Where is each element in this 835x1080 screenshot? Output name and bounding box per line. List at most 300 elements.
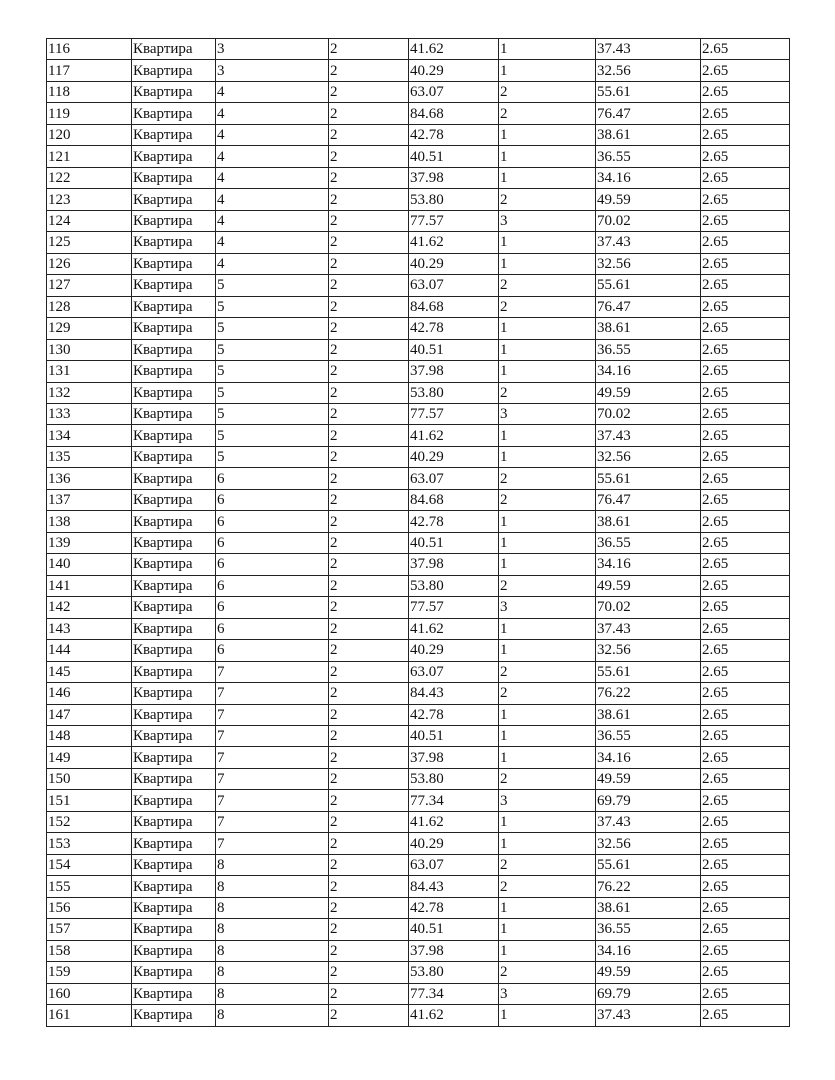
total-area-cell: 84.43 [409,683,499,704]
floor-cell: 4 [216,81,329,102]
ceiling-height-cell: 2.65 [701,790,790,811]
rooms-cell: 1 [499,833,596,854]
floor-cell: 7 [216,811,329,832]
floor-cell: 7 [216,747,329,768]
apt-number-cell: 161 [47,1005,132,1026]
living-area-cell: 76.22 [596,876,701,897]
total-area-cell: 77.57 [409,597,499,618]
total-area-cell: 42.78 [409,318,499,339]
ceiling-height-cell: 2.65 [701,275,790,296]
rooms-cell: 2 [499,854,596,875]
section-cell: 2 [329,253,409,274]
floor-cell: 4 [216,189,329,210]
premise-type-cell: Квартира [132,189,216,210]
ceiling-height-cell: 2.65 [701,704,790,725]
section-cell: 2 [329,146,409,167]
rooms-cell: 1 [499,146,596,167]
section-cell: 2 [329,275,409,296]
section-cell: 2 [329,597,409,618]
section-cell: 2 [329,361,409,382]
floor-cell: 8 [216,940,329,961]
rooms-cell: 2 [499,275,596,296]
total-area-cell: 40.29 [409,60,499,81]
living-area-cell: 70.02 [596,597,701,618]
total-area-cell: 77.57 [409,210,499,231]
premise-type-cell: Квартира [132,318,216,339]
living-area-cell: 70.02 [596,210,701,231]
ceiling-height-cell: 2.65 [701,597,790,618]
table-row [47,146,790,167]
living-area-cell: 76.47 [596,296,701,317]
rooms-cell: 2 [499,768,596,789]
living-area-cell: 38.61 [596,704,701,725]
section-cell: 2 [329,210,409,231]
table-row [47,661,790,682]
apt-number-cell: 153 [47,833,132,854]
apt-number-cell: 139 [47,532,132,553]
total-area-cell: 53.80 [409,768,499,789]
table-row [47,403,790,424]
ceiling-height-cell: 2.65 [701,640,790,661]
apartments-table [46,38,790,1027]
table-row [47,318,790,339]
living-area-cell: 32.56 [596,60,701,81]
ceiling-height-cell: 2.65 [701,532,790,553]
section-cell: 2 [329,339,409,360]
floor-cell: 5 [216,318,329,339]
ceiling-height-cell: 2.65 [701,726,790,747]
apt-number-cell: 126 [47,253,132,274]
rooms-cell: 1 [499,726,596,747]
section-cell: 2 [329,575,409,596]
table-row [47,683,790,704]
floor-cell: 5 [216,403,329,424]
premise-type-cell: Квартира [132,897,216,918]
table-row [47,876,790,897]
rooms-cell: 2 [499,81,596,102]
apt-number-cell: 121 [47,146,132,167]
ceiling-height-cell: 2.65 [701,876,790,897]
section-cell: 2 [329,940,409,961]
rooms-cell: 3 [499,983,596,1004]
rooms-cell: 2 [499,296,596,317]
apt-number-cell: 132 [47,382,132,403]
rooms-cell: 1 [499,940,596,961]
table-row [47,232,790,253]
apt-number-cell: 158 [47,940,132,961]
ceiling-height-cell: 2.65 [701,833,790,854]
rooms-cell: 1 [499,1005,596,1026]
living-area-cell: 38.61 [596,318,701,339]
table-row [47,382,790,403]
ceiling-height-cell: 2.65 [701,575,790,596]
total-area-cell: 63.07 [409,468,499,489]
rooms-cell: 2 [499,661,596,682]
apt-number-cell: 154 [47,854,132,875]
rooms-cell: 1 [499,361,596,382]
floor-cell: 8 [216,897,329,918]
apt-number-cell: 128 [47,296,132,317]
section-cell: 2 [329,833,409,854]
ceiling-height-cell: 2.65 [701,554,790,575]
premise-type-cell: Квартира [132,554,216,575]
apt-number-cell: 149 [47,747,132,768]
premise-type-cell: Квартира [132,253,216,274]
premise-type-cell: Квартира [132,532,216,553]
total-area-cell: 41.62 [409,425,499,446]
premise-type-cell: Квартира [132,811,216,832]
table-row [47,897,790,918]
section-cell: 2 [329,704,409,725]
ceiling-height-cell: 2.65 [701,683,790,704]
floor-cell: 7 [216,661,329,682]
ceiling-height-cell: 2.65 [701,167,790,188]
section-cell: 2 [329,811,409,832]
premise-type-cell: Квартира [132,876,216,897]
total-area-cell: 63.07 [409,81,499,102]
total-area-cell: 40.51 [409,919,499,940]
apt-number-cell: 133 [47,403,132,424]
table-row [47,446,790,467]
rooms-cell: 1 [499,232,596,253]
table-row [47,726,790,747]
premise-type-cell: Квартира [132,275,216,296]
living-area-cell: 32.56 [596,833,701,854]
living-area-cell: 37.43 [596,232,701,253]
total-area-cell: 37.98 [409,167,499,188]
rooms-cell: 3 [499,210,596,231]
apt-number-cell: 119 [47,103,132,124]
ceiling-height-cell: 2.65 [701,232,790,253]
rooms-cell: 1 [499,704,596,725]
section-cell: 2 [329,876,409,897]
total-area-cell: 40.51 [409,726,499,747]
section-cell: 2 [329,854,409,875]
living-area-cell: 34.16 [596,361,701,382]
table-row [47,768,790,789]
floor-cell: 6 [216,597,329,618]
ceiling-height-cell: 2.65 [701,103,790,124]
floor-cell: 7 [216,683,329,704]
premise-type-cell: Квартира [132,575,216,596]
section-cell: 2 [329,640,409,661]
apt-number-cell: 134 [47,425,132,446]
total-area-cell: 40.29 [409,640,499,661]
table-row [47,296,790,317]
rooms-cell: 1 [499,919,596,940]
section-cell: 2 [329,60,409,81]
table-body [47,39,790,1027]
rooms-cell: 1 [499,811,596,832]
ceiling-height-cell: 2.65 [701,146,790,167]
section-cell: 2 [329,726,409,747]
section-cell: 2 [329,897,409,918]
living-area-cell: 34.16 [596,554,701,575]
floor-cell: 6 [216,640,329,661]
ceiling-height-cell: 2.65 [701,446,790,467]
rooms-cell: 1 [499,446,596,467]
section-cell: 2 [329,232,409,253]
living-area-cell: 49.59 [596,189,701,210]
ceiling-height-cell: 2.65 [701,81,790,102]
rooms-cell: 1 [499,747,596,768]
premise-type-cell: Квартира [132,382,216,403]
premise-type-cell: Квартира [132,81,216,102]
floor-cell: 4 [216,103,329,124]
floor-cell: 3 [216,60,329,81]
apt-number-cell: 141 [47,575,132,596]
table-row [47,1005,790,1026]
ceiling-height-cell: 2.65 [701,897,790,918]
rooms-cell: 2 [499,683,596,704]
ceiling-height-cell: 2.65 [701,425,790,446]
total-area-cell: 63.07 [409,275,499,296]
premise-type-cell: Квартира [132,446,216,467]
total-area-cell: 63.07 [409,661,499,682]
table-row [47,511,790,532]
table-row [47,811,790,832]
living-area-cell: 55.61 [596,81,701,102]
floor-cell: 8 [216,919,329,940]
living-area-cell: 76.22 [596,683,701,704]
section-cell: 2 [329,446,409,467]
rooms-cell: 1 [499,253,596,274]
apt-number-cell: 140 [47,554,132,575]
living-area-cell: 55.61 [596,468,701,489]
floor-cell: 5 [216,339,329,360]
table-row [47,275,790,296]
premise-type-cell: Квартира [132,704,216,725]
table-row [47,103,790,124]
ceiling-height-cell: 2.65 [701,361,790,382]
rooms-cell: 1 [499,318,596,339]
table-row [47,962,790,983]
premise-type-cell: Квартира [132,597,216,618]
section-cell: 2 [329,983,409,1004]
table-row [47,597,790,618]
living-area-cell: 36.55 [596,532,701,553]
section-cell: 2 [329,167,409,188]
premise-type-cell: Квартира [132,640,216,661]
premise-type-cell: Квартира [132,425,216,446]
premise-type-cell: Квартира [132,60,216,81]
section-cell: 2 [329,532,409,553]
rooms-cell: 2 [499,876,596,897]
living-area-cell: 34.16 [596,167,701,188]
premise-type-cell: Квартира [132,790,216,811]
apt-number-cell: 142 [47,597,132,618]
section-cell: 2 [329,554,409,575]
section-cell: 2 [329,768,409,789]
ceiling-height-cell: 2.65 [701,189,790,210]
rooms-cell: 2 [499,103,596,124]
ceiling-height-cell: 2.65 [701,768,790,789]
ceiling-height-cell: 2.65 [701,468,790,489]
section-cell: 2 [329,962,409,983]
ceiling-height-cell: 2.65 [701,919,790,940]
ceiling-height-cell: 2.65 [701,382,790,403]
premise-type-cell: Квартира [132,726,216,747]
section-cell: 2 [329,468,409,489]
apt-number-cell: 152 [47,811,132,832]
apt-number-cell: 145 [47,661,132,682]
rooms-cell: 1 [499,511,596,532]
living-area-cell: 38.61 [596,511,701,532]
section-cell: 2 [329,296,409,317]
total-area-cell: 40.51 [409,532,499,553]
table-row [47,81,790,102]
floor-cell: 4 [216,146,329,167]
total-area-cell: 41.62 [409,232,499,253]
floor-cell: 4 [216,124,329,145]
floor-cell: 5 [216,275,329,296]
table-row [47,189,790,210]
ceiling-height-cell: 2.65 [701,39,790,60]
total-area-cell: 84.68 [409,296,499,317]
living-area-cell: 34.16 [596,940,701,961]
total-area-cell: 40.51 [409,146,499,167]
apt-number-cell: 155 [47,876,132,897]
apt-number-cell: 129 [47,318,132,339]
table-row [47,983,790,1004]
apt-number-cell: 160 [47,983,132,1004]
floor-cell: 5 [216,425,329,446]
premise-type-cell: Квартира [132,661,216,682]
living-area-cell: 36.55 [596,919,701,940]
section-cell: 2 [329,39,409,60]
ceiling-height-cell: 2.65 [701,747,790,768]
living-area-cell: 55.61 [596,661,701,682]
table-row [47,489,790,510]
table-row [47,554,790,575]
premise-type-cell: Квартира [132,833,216,854]
rooms-cell: 3 [499,597,596,618]
table-row [47,361,790,382]
apt-number-cell: 157 [47,919,132,940]
living-area-cell: 32.56 [596,640,701,661]
apt-number-cell: 130 [47,339,132,360]
floor-cell: 4 [216,210,329,231]
living-area-cell: 49.59 [596,962,701,983]
section-cell: 2 [329,403,409,424]
rooms-cell: 2 [499,489,596,510]
floor-cell: 3 [216,39,329,60]
apt-number-cell: 116 [47,39,132,60]
table-row [47,640,790,661]
premise-type-cell: Квартира [132,683,216,704]
total-area-cell: 84.68 [409,489,499,510]
total-area-cell: 84.43 [409,876,499,897]
rooms-cell: 2 [499,382,596,403]
living-area-cell: 37.43 [596,811,701,832]
section-cell: 2 [329,683,409,704]
ceiling-height-cell: 2.65 [701,318,790,339]
table-row [47,919,790,940]
total-area-cell: 42.78 [409,897,499,918]
rooms-cell: 3 [499,403,596,424]
living-area-cell: 37.43 [596,618,701,639]
apt-number-cell: 117 [47,60,132,81]
living-area-cell: 49.59 [596,575,701,596]
premise-type-cell: Квартира [132,103,216,124]
section-cell: 2 [329,618,409,639]
living-area-cell: 76.47 [596,103,701,124]
section-cell: 2 [329,382,409,403]
premise-type-cell: Квартира [132,747,216,768]
floor-cell: 7 [216,726,329,747]
floor-cell: 4 [216,253,329,274]
total-area-cell: 40.29 [409,446,499,467]
floor-cell: 5 [216,361,329,382]
apt-number-cell: 135 [47,446,132,467]
floor-cell: 8 [216,1005,329,1026]
apt-number-cell: 148 [47,726,132,747]
living-area-cell: 38.61 [596,124,701,145]
premise-type-cell: Квартира [132,339,216,360]
living-area-cell: 37.43 [596,425,701,446]
ceiling-height-cell: 2.65 [701,210,790,231]
table-row [47,747,790,768]
table-row [47,210,790,231]
section-cell: 2 [329,81,409,102]
apt-number-cell: 120 [47,124,132,145]
premise-type-cell: Квартира [132,618,216,639]
rooms-cell: 1 [499,640,596,661]
floor-cell: 8 [216,983,329,1004]
table-row [47,60,790,81]
table-row [47,618,790,639]
section-cell: 2 [329,919,409,940]
floor-cell: 6 [216,511,329,532]
total-area-cell: 37.98 [409,747,499,768]
table-row [47,339,790,360]
floor-cell: 7 [216,833,329,854]
apt-number-cell: 127 [47,275,132,296]
floor-cell: 6 [216,554,329,575]
living-area-cell: 37.43 [596,1005,701,1026]
floor-cell: 6 [216,468,329,489]
living-area-cell: 55.61 [596,854,701,875]
premise-type-cell: Квартира [132,511,216,532]
total-area-cell: 42.78 [409,704,499,725]
ceiling-height-cell: 2.65 [701,511,790,532]
ceiling-height-cell: 2.65 [701,339,790,360]
premise-type-cell: Квартира [132,854,216,875]
premise-type-cell: Квартира [132,919,216,940]
premise-type-cell: Квартира [132,962,216,983]
floor-cell: 5 [216,446,329,467]
total-area-cell: 41.62 [409,1005,499,1026]
section-cell: 2 [329,747,409,768]
floor-cell: 6 [216,532,329,553]
apt-number-cell: 151 [47,790,132,811]
premise-type-cell: Квартира [132,167,216,188]
table-row [47,532,790,553]
living-area-cell: 36.55 [596,146,701,167]
floor-cell: 4 [216,232,329,253]
apt-number-cell: 150 [47,768,132,789]
total-area-cell: 40.29 [409,833,499,854]
table-row [47,833,790,854]
premise-type-cell: Квартира [132,1005,216,1026]
rooms-cell: 1 [499,554,596,575]
rooms-cell: 1 [499,124,596,145]
table-row [47,704,790,725]
floor-cell: 6 [216,575,329,596]
premise-type-cell: Квартира [132,940,216,961]
section-cell: 2 [329,124,409,145]
living-area-cell: 32.56 [596,446,701,467]
